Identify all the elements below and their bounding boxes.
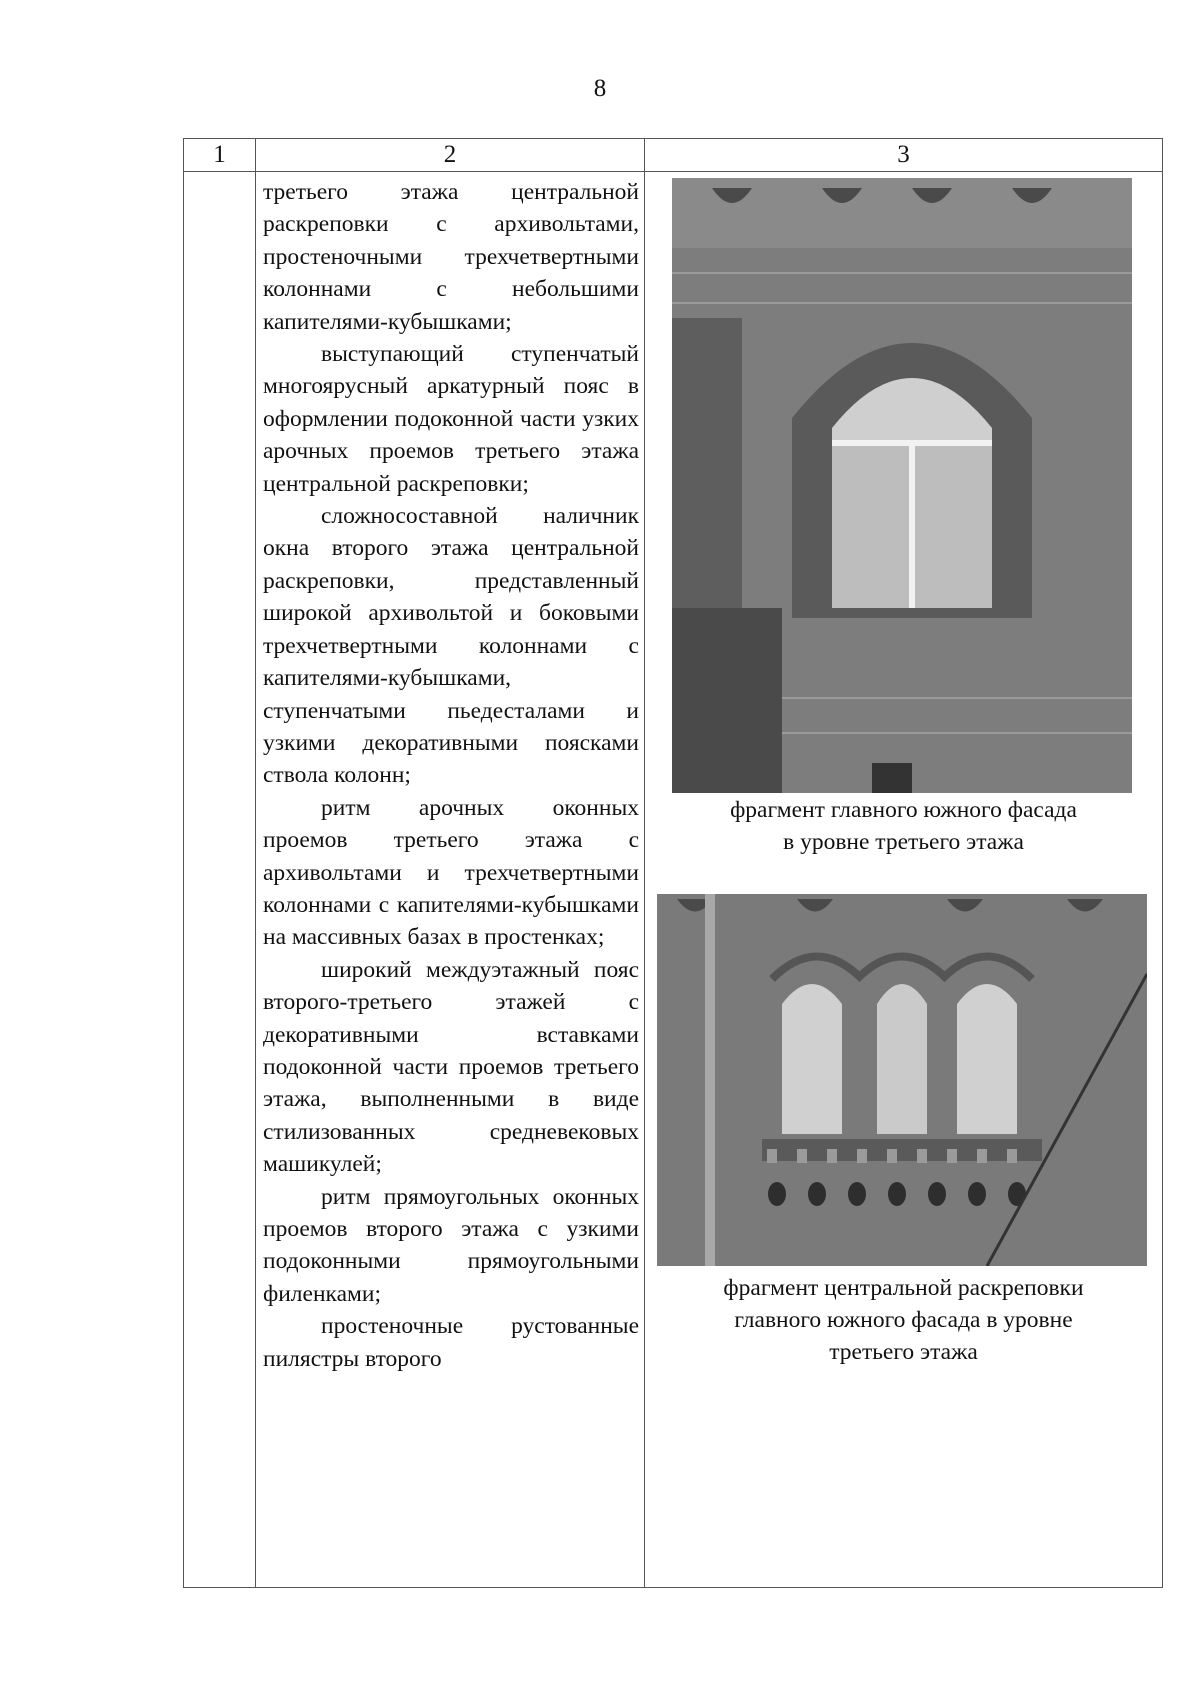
paragraph: ритм арочных оконных проемов третьего этажа с архивольтами и трехчетвертными колоннами с капителями-кубышками на массивных базах в простенках; (263, 794, 639, 951)
table-row (184, 172, 1163, 1588)
paragraph: ритм прямоугольных оконных проемов второго этажа с узкими подоконными прямоугольными филенками; (263, 1183, 639, 1307)
header-col-3: 3 (645, 139, 1163, 172)
paragraph: сложносоставной наличник окна второго этажа центральной раскреповки, представленный широкой архивольтой и боковыми трехчетвертными колоннами с капителями-кубышками, ступенчатыми пьедесталами и узкими декоративными поясками ствола колонн; (263, 503, 639, 789)
paragraph: выступающий ступенчатый многоярусный аркатурный пояс в оформлении подоконной части узких арочных проемов третьего этажа центральной раскреповки; (263, 341, 639, 497)
header-col-1: 1 (184, 139, 256, 172)
cell-col-1 (184, 172, 256, 1588)
paragraph: простеночные рустованные пилястры второго (263, 1313, 639, 1372)
paragraph: широкий междуэтажный пояс второго-третьего этажей с декоративными вставками подоконной части проемов третьего этажа, выполненными в виде стилизованных средневековых машикулей; (263, 956, 639, 1178)
paragraph: третьего этажа центральной раскреповки с архивольтами, простеночными трехчетвертными колоннами с небольшими капителями-кубышками; (263, 179, 639, 335)
photo-2-caption-line-3: третьего этажа (829, 1339, 978, 1365)
header-col-2: 2 (256, 139, 645, 172)
facade-photo-1 (672, 178, 1132, 793)
facade-photo-2-image (657, 894, 1147, 1266)
photo-2-caption-line-2: главного южного фасада в уровне (734, 1307, 1073, 1333)
cell-col-2-description (256, 172, 645, 1588)
facade-photo-1-image (672, 178, 1132, 793)
cell-col-3-photos (645, 172, 1163, 1588)
photo-1-caption-line-2: в уровне третьего этажа (783, 829, 1024, 855)
object-description-table (183, 138, 1163, 1588)
facade-photo-2 (657, 894, 1147, 1266)
page-number: 8 (593, 75, 607, 102)
table-header-row (184, 139, 1163, 172)
photo-2-caption-line-1: фрагмент центральной раскреповки (723, 1275, 1084, 1301)
photo-1-caption-line-1: фрагмент главного южного фасада (730, 797, 1077, 823)
